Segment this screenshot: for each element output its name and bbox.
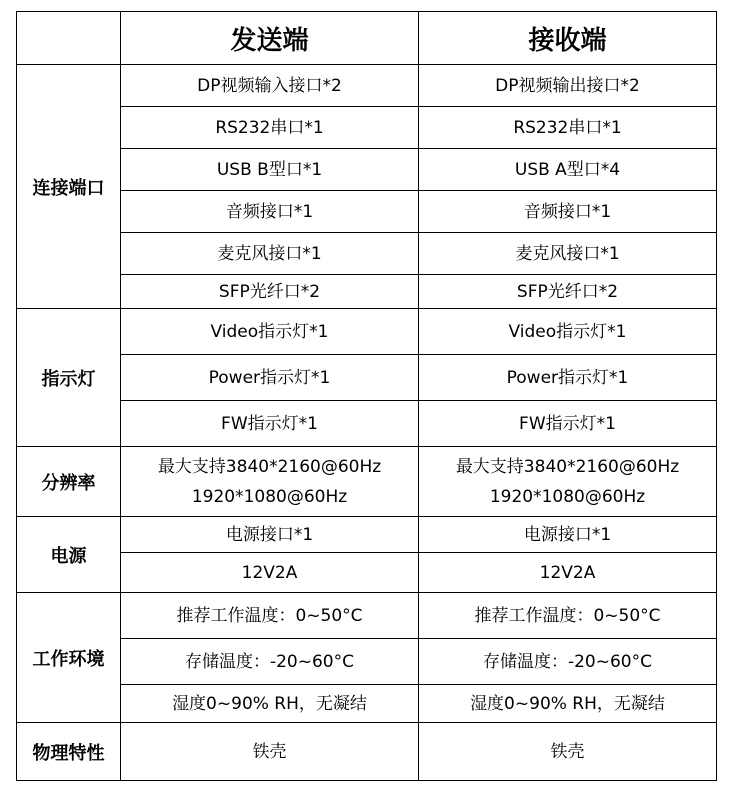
receiver-value-cell xyxy=(419,107,717,149)
sender-value-text: 湿度0~90% RH，无凝结 xyxy=(172,693,367,714)
receiver-value-text: USB A型口*4 xyxy=(514,159,621,180)
sender-value-cell xyxy=(121,275,419,309)
sender-value-cell xyxy=(121,309,419,355)
table-row xyxy=(17,191,717,233)
category-cell: 连接端口 xyxy=(17,65,121,309)
corner-cell xyxy=(17,12,121,65)
receiver-value-text: FW指示灯*1 xyxy=(519,413,616,434)
receiver-value-cell xyxy=(419,149,717,191)
receiver-value-cell xyxy=(419,639,717,685)
table-row xyxy=(17,447,717,517)
receiver-value-text: RS232串口*1 xyxy=(513,117,622,138)
table-row xyxy=(17,107,717,149)
sender-value-text: 麦克风接口*1 xyxy=(217,243,322,264)
sender-value-text: RS232串口*1 xyxy=(215,117,324,138)
table-row xyxy=(17,401,717,447)
table-row xyxy=(17,517,717,553)
sender-value-cell xyxy=(121,593,419,639)
receiver-header: 接收端 xyxy=(419,12,717,65)
table-row xyxy=(17,65,717,107)
receiver-value-cell xyxy=(419,355,717,401)
sender-value-text: 12V2A xyxy=(241,562,298,583)
category-cell: 分辨率 xyxy=(17,447,121,517)
receiver-value-text: 铁壳 xyxy=(550,741,585,762)
sender-value-cell xyxy=(121,233,419,275)
sender-value-cell xyxy=(121,517,419,553)
receiver-value-cell xyxy=(419,553,717,593)
sender-value-cell xyxy=(121,65,419,107)
table-row xyxy=(17,309,717,355)
sender-value-text: 推荐工作温度：0~50°C xyxy=(176,605,363,626)
category-cell: 指示灯 xyxy=(17,309,121,447)
category-cell: 电源 xyxy=(17,517,121,593)
sender-value-text: SFP光纤口*2 xyxy=(218,281,321,302)
sender-value-text: 1920*1080@60Hz xyxy=(191,486,348,507)
sender-value-text: 存储温度：-20~60°C xyxy=(184,651,354,672)
sender-value-text: 音频接口*1 xyxy=(225,201,314,222)
receiver-value-text: 麦克风接口*1 xyxy=(515,243,620,264)
receiver-value-text: 最大支持3840*2160@60Hz xyxy=(455,456,680,477)
receiver-value-cell xyxy=(419,685,717,723)
receiver-value-cell xyxy=(419,723,717,781)
sender-value-text: 铁壳 xyxy=(252,741,287,762)
category-cell: 物理特性 xyxy=(17,723,121,781)
sender-value-cell xyxy=(121,355,419,401)
sender-value-text: Power指示灯*1 xyxy=(208,367,331,388)
header-row xyxy=(17,12,717,65)
receiver-value-text: SFP光纤口*2 xyxy=(516,281,619,302)
table-row xyxy=(17,723,717,781)
sender-value-text: 最大支持3840*2160@60Hz xyxy=(157,456,382,477)
sender-value-text: Video指示灯*1 xyxy=(210,321,329,342)
table-row xyxy=(17,685,717,723)
receiver-value-cell xyxy=(419,447,717,517)
receiver-value-cell xyxy=(419,65,717,107)
receiver-value-text: Video指示灯*1 xyxy=(508,321,627,342)
sender-value-cell xyxy=(121,191,419,233)
receiver-value-cell xyxy=(419,401,717,447)
receiver-value-text: Power指示灯*1 xyxy=(506,367,629,388)
table-row xyxy=(17,639,717,685)
sender-value-cell xyxy=(121,685,419,723)
table-row xyxy=(17,355,717,401)
sender-value-cell xyxy=(121,639,419,685)
receiver-value-cell xyxy=(419,593,717,639)
table-row xyxy=(17,233,717,275)
table-row xyxy=(17,593,717,639)
sender-value-text: 电源接口*1 xyxy=(225,524,314,545)
sender-value-text: FW指示灯*1 xyxy=(221,413,318,434)
table-row xyxy=(17,149,717,191)
receiver-value-text: 湿度0~90% RH，无凝结 xyxy=(470,693,665,714)
sender-value-cell xyxy=(121,447,419,517)
receiver-value-text: 1920*1080@60Hz xyxy=(489,486,646,507)
spec-table xyxy=(16,11,717,781)
category-cell: 工作环境 xyxy=(17,593,121,723)
sender-header: 发送端 xyxy=(121,12,419,65)
receiver-value-text: 存储温度：-20~60°C xyxy=(482,651,652,672)
receiver-value-cell xyxy=(419,191,717,233)
receiver-value-cell xyxy=(419,309,717,355)
sender-value-cell xyxy=(121,553,419,593)
receiver-value-text: 音频接口*1 xyxy=(523,201,612,222)
sender-value-cell xyxy=(121,149,419,191)
sender-value-text: DP视频输入接口*2 xyxy=(197,75,342,96)
table-row xyxy=(17,553,717,593)
receiver-value-text: 12V2A xyxy=(539,562,596,583)
sender-value-text: USB B型口*1 xyxy=(216,159,323,180)
sender-value-cell xyxy=(121,107,419,149)
receiver-value-text: DP视频输出接口*2 xyxy=(495,75,640,96)
table-row xyxy=(17,275,717,309)
sender-value-cell xyxy=(121,723,419,781)
receiver-value-text: 电源接口*1 xyxy=(523,524,612,545)
receiver-value-cell xyxy=(419,233,717,275)
sender-value-cell xyxy=(121,401,419,447)
spec-body xyxy=(17,65,717,781)
receiver-value-text: 推荐工作温度：0~50°C xyxy=(474,605,661,626)
receiver-value-cell xyxy=(419,517,717,553)
receiver-value-cell xyxy=(419,275,717,309)
